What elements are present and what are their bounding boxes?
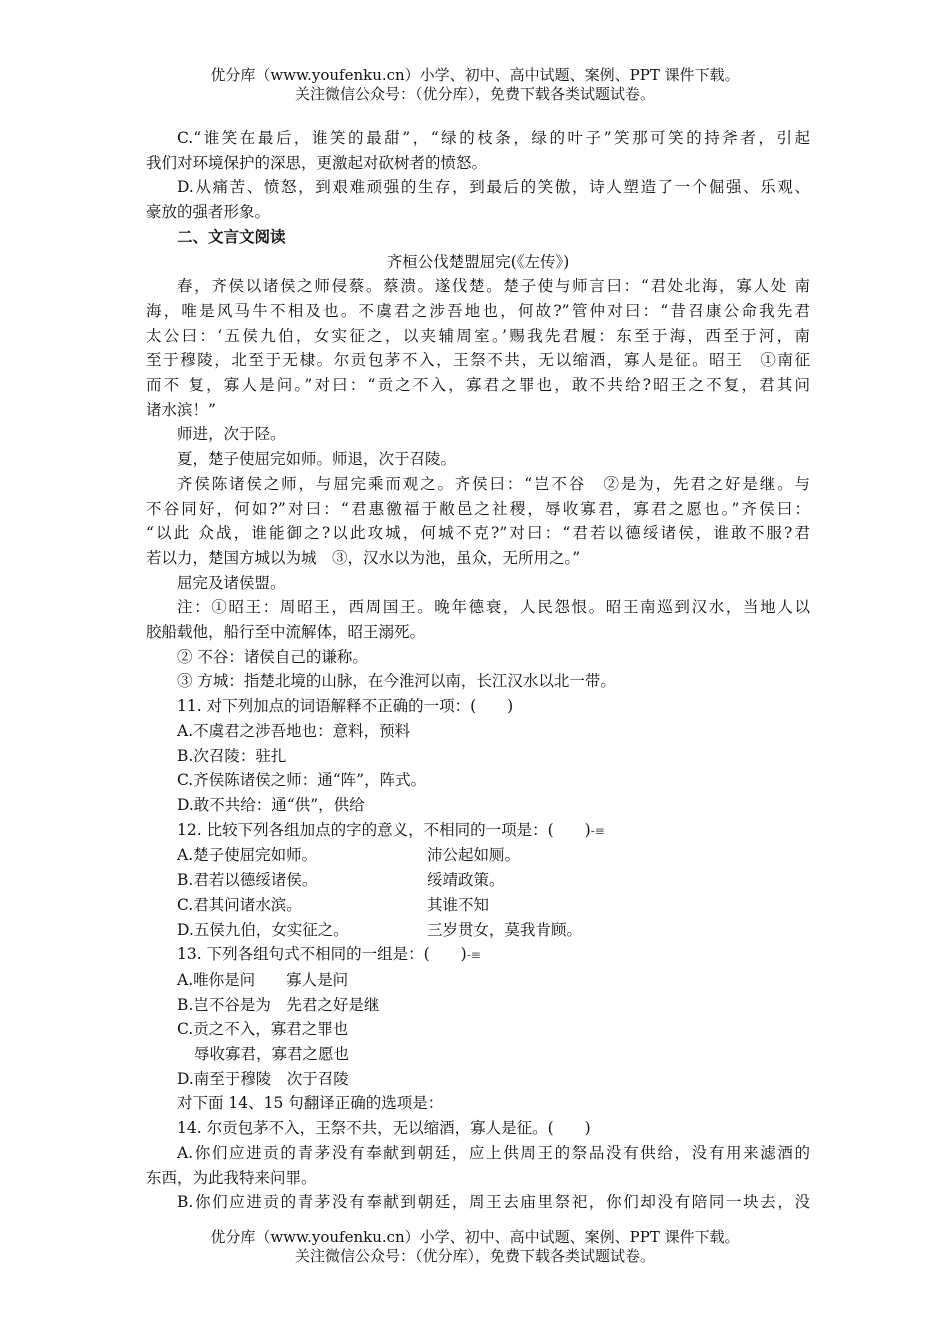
- q12-stem: 12. 比较下列各组加点的字的意义，不相同的一项是：( ): [177, 820, 591, 839]
- q12-c-right: 其谁不知: [427, 895, 490, 914]
- passage-p4-line-3: “以此 众战，谁能御之?以此攻城，何城不克?”对曰：“君若以德绥诸侯，谁敢不服?君: [146, 524, 810, 543]
- q12-option-b: [146, 868, 810, 893]
- q12-option-c: [146, 893, 810, 918]
- passage-p1-line-5: 而不 复，寡人是问。”对曰：“贡之不入，寡君之罪也，敢不共给?昭王之不复，君其问: [146, 376, 810, 395]
- q14-option-b-line-1: B.你们应进贡的青茅没有奉献到朝廷，周王去庙里祭祀，你们却没有陪同一块去，没: [177, 1193, 810, 1212]
- q12-a-left: A.楚子使屈完如师。: [177, 846, 318, 865]
- note-2: ② 不谷：诸侯自己的谦称。: [177, 647, 368, 666]
- q14-option-a-line-2: 东西，为此我特来问罪。: [146, 1168, 317, 1187]
- translation-instruction: 对下面 14、15 句翻译正确的选项是：: [177, 1094, 444, 1113]
- passage-p1-line-4: 至于穆陵，北至于无棣。尔贡包茅不入，王祭不共，无以缩酒，寡人是征。昭王 ①南征: [146, 351, 810, 370]
- header-line-2: 关注微信公众号：（优分库），免费下载各类试题试卷。: [294, 85, 655, 103]
- passage-p1-line-3: 太公曰：‘五侯九伯，女实征之，以夹辅周室。’赐我先君履：东至于海，西至于河，南: [146, 326, 810, 345]
- q11-option-d: D.敢不共给：通“供”，供给: [177, 795, 365, 814]
- q12-stem-line: [146, 818, 810, 844]
- option-d-line-2: 豪放的强者形象。: [146, 203, 271, 222]
- q13-option-a: A.唯你是问 寡人是问: [177, 970, 349, 989]
- q13-mark: -≡: [466, 948, 481, 963]
- footer-line-1: 优分库（www.youfenku.cn）小学、初中、高中试题、案例、PPT 课件下载。: [210, 1228, 740, 1246]
- q13-option-c-line-2: 辱收寡君，寡君之愿也: [194, 1045, 350, 1064]
- q12-b-left: B.君若以德绥诸侯。: [177, 871, 318, 890]
- page-content: [146, 126, 810, 1215]
- q11-option-b: B.次召陵：驻扎: [177, 746, 287, 765]
- option-c-line-2: 我们对环境保护的深思，更激起对砍树者的愤怒。: [146, 153, 488, 172]
- passage-p1-line-6: 诸水滨！”: [146, 400, 216, 419]
- q12-a-right: 沛公起如厕。: [427, 846, 521, 865]
- page-footer: [0, 1228, 950, 1266]
- q11-option-c: C.齐侯陈诸侯之师：通“阵”，阵式。: [177, 771, 427, 790]
- q12-c-left: C.君其问诸水滨。: [177, 895, 302, 914]
- header-line-1: 优分库（www.youfenku.cn）小学、初中、高中试题、案例、PPT 课件下载。: [210, 66, 740, 84]
- q11-option-a: A.不虞君之涉吾地也：意料，预料: [177, 721, 411, 740]
- q12-b-right: 绥靖政策。: [427, 871, 505, 890]
- passage-p4-line-2: 不谷同好，何如?”对曰：“君惠徼福于敝邑之社稷，辱收寡君，寡君之愿也。”齐侯曰：: [146, 499, 810, 518]
- q12-option-d: [146, 918, 810, 943]
- passage-p1-line-2: 海，唯是风马牛不相及也。不虞君之涉吾地也，何故?”管仲对曰：“昔召康公命我先君: [146, 301, 810, 320]
- option-c-line-1: C.“谁笑在最后，谁笑的最甜”，“绿的枝条，绿的叶子”笑那可笑的持斧者，引起: [177, 129, 810, 147]
- q12-mark: -≡: [590, 823, 605, 838]
- passage-p2: 师进，次于陉。: [177, 425, 286, 444]
- section-heading: 二、文言文阅读: [177, 226, 286, 246]
- q13-option-b: B.岂不谷是为 先君之好是继: [177, 995, 380, 1014]
- passage-p1-line-1: 春，齐侯以诸侯之师侵蔡。蔡溃。遂伐楚。楚子使与师言曰：“君处北海，寡人处 南: [177, 277, 810, 296]
- q11-stem: 11. 对下列加点的词语解释不正确的一项：( ): [177, 697, 514, 716]
- note-1-line-1: 注：①昭王：周昭王，西周国王。晚年德衰，人民怨恨。昭王南巡到汉水，当地人以: [177, 598, 810, 617]
- q12-d-left: D.五侯九伯，女实征之。: [177, 920, 349, 939]
- passage-p3: 夏，楚子使屈完如师。师退，次于召陵。: [177, 450, 457, 469]
- footer-line-2: 关注微信公众号：（优分库），免费下载各类试题试卷。: [294, 1247, 655, 1265]
- q13-option-d: D.南至于穆陵 次于召陵: [177, 1069, 349, 1088]
- passage-title: 齐桓公伐楚盟屈完(《左传》): [386, 252, 570, 271]
- q12-d-right: 三岁贯女，莫我肯顾。: [427, 920, 583, 939]
- q13-stem: 13. 下列各组句式不相同的一组是：( ): [177, 945, 467, 964]
- passage-p5: 屈完及诸侯盟。: [177, 573, 286, 592]
- page-header: [0, 66, 950, 104]
- option-d-line-1: D.从痛苦、愤怒，到艰难顽强的生存，到最后的笑傲，诗人塑造了一个倔强、乐观、: [177, 178, 810, 197]
- note-3: ③ 方城：指楚北境的山脉，在今淮河以南，长江汉水以北一带。: [177, 672, 616, 691]
- note-1-line-2: 胶船载他，船行至中流解体，昭王溺死。: [146, 623, 426, 642]
- q14-option-a-line-1: A.你们应进贡的青茅没有奉献到朝廷，应上供周王的祭品没有供给，没有用来滤酒的: [177, 1143, 810, 1162]
- q14-stem: 14. 尔贡包茅不入，王祭不共，无以缩酒，寡人是征。( ): [177, 1119, 591, 1138]
- passage-p4-line-1: 齐侯陈诸侯之师，与屈完乘而观之。齐侯曰：“岂不谷 ②是为，先君之好是继。与: [177, 474, 810, 493]
- passage-p4-line-4: 若以力，楚国方城以为城 ③，汉水以为池，虽众，无所用之。”: [146, 548, 581, 567]
- q12-option-a: [146, 843, 810, 868]
- q13-option-c-line-1: C.贡之不入，寡君之罪也: [177, 1020, 349, 1039]
- q13-stem-line: [146, 942, 810, 968]
